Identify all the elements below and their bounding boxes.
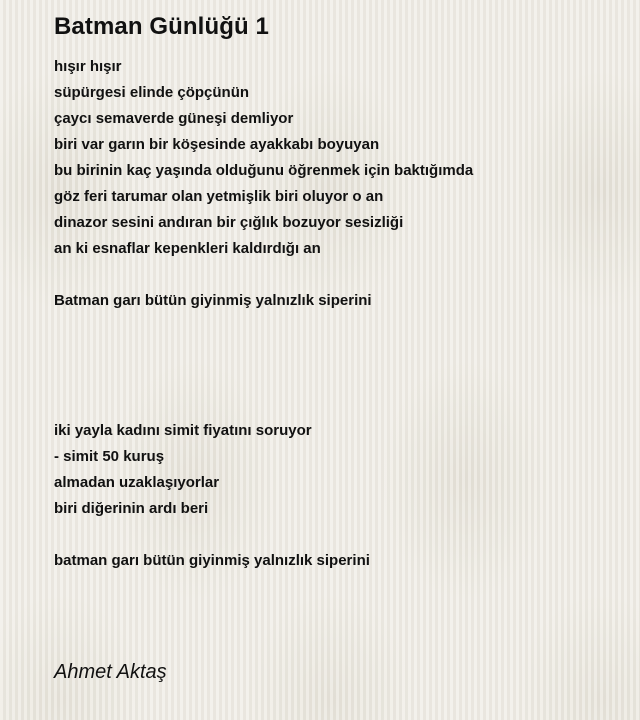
poem-blank-line <box>54 314 624 340</box>
poem-line: çaycı semaverde güneşi demliyor <box>54 110 294 127</box>
poem-line: göz feri tarumar olan yetmişlik biri oluyor o an <box>54 188 384 205</box>
poem-blank-line <box>54 340 624 366</box>
poem-line: biri diğerinin ardı beri <box>54 500 209 517</box>
poem-blank-line <box>54 392 624 418</box>
poem-line: Batman garı bütün giyinmiş yalnızlık siperini <box>54 292 372 309</box>
poem-line: - simit 50 kuruş <box>54 448 165 465</box>
poem-blank-line <box>54 522 624 548</box>
poem-blank-line <box>54 366 624 392</box>
poem-line: süpürgesi elinde çöpçünün <box>54 84 250 101</box>
poem-line: iki yayla kadını simit fiyatını soruyor <box>54 422 312 439</box>
poem-line: hışır hışır <box>54 58 122 75</box>
poem-line: an ki esnaflar kepenkleri kaldırdığı an <box>54 240 321 257</box>
poem-line: dinazor sesini andıran bir çığlık bozuyor sesizliği <box>54 214 404 231</box>
poem-author: Ahmet Aktaş <box>54 661 167 683</box>
poem-title: Batman Günlüğü 1 <box>54 13 269 40</box>
poem-line: almadan uzaklaşıyorlar <box>54 474 220 491</box>
poem-body <box>54 54 624 574</box>
poem-line: batman garı bütün giyinmiş yalnızlık siperini <box>54 552 370 569</box>
poem-blank-line <box>54 262 624 288</box>
poem-line: bu birinin kaç yaşında olduğunu öğrenmek için baktığımda <box>54 162 474 179</box>
poem-line: biri var garın bir köşesinde ayakkabı boyuyan <box>54 136 380 153</box>
